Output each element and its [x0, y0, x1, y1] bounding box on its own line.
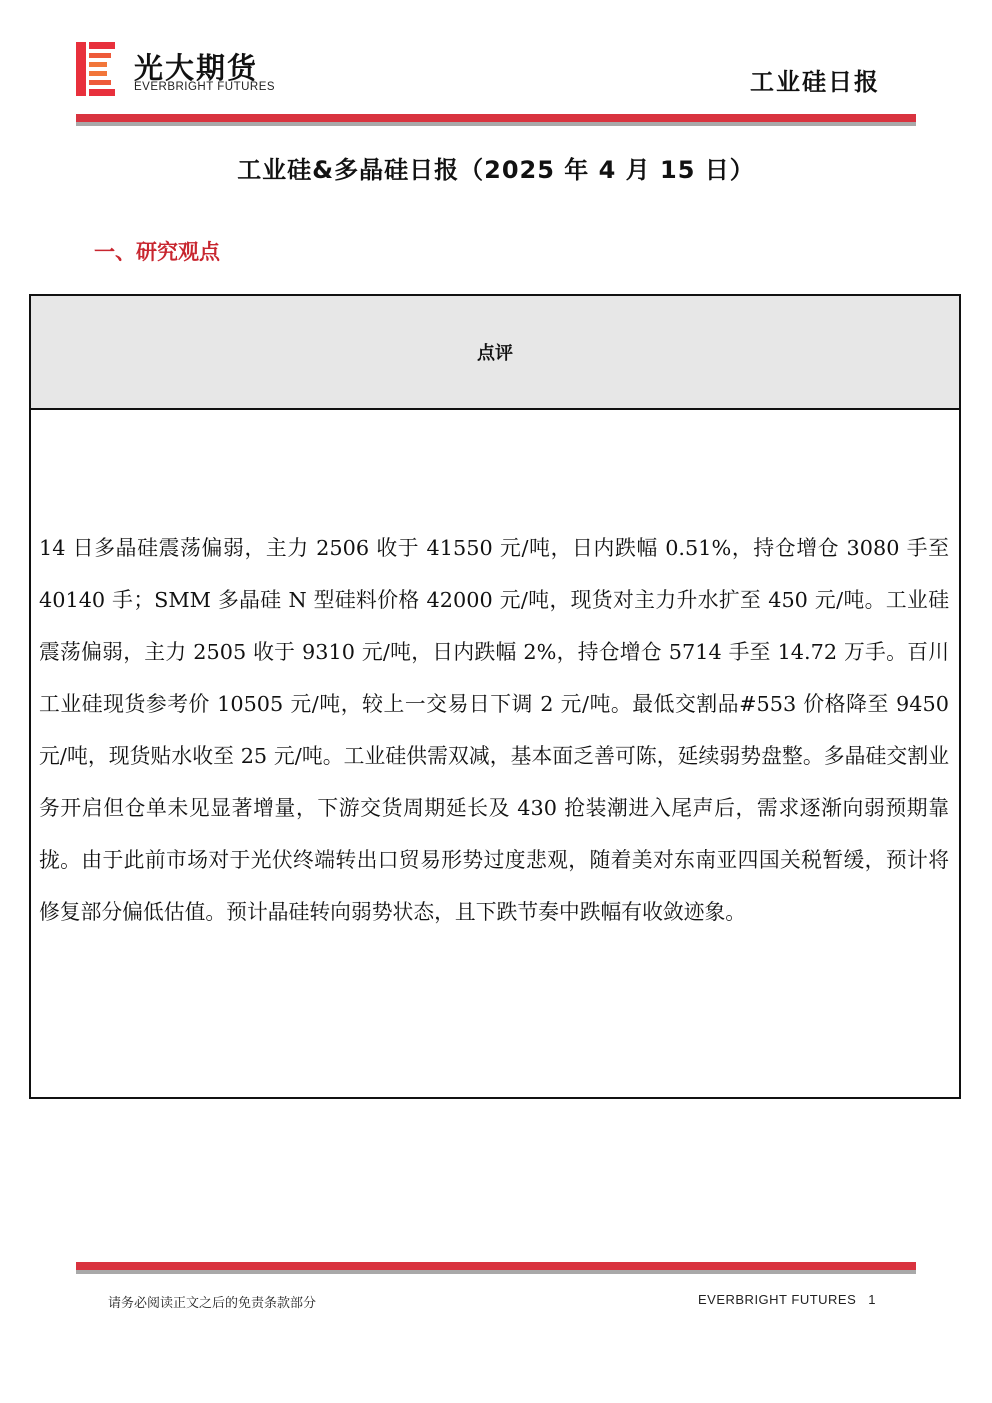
commentary-table — [29, 294, 961, 1099]
report-type: 工业硅日报 — [750, 68, 880, 96]
logo-chinese-name: 光大期货 — [134, 51, 259, 85]
logo-english-name: EVERBRIGHT FUTURES — [134, 81, 276, 93]
disclaimer-note: 请务必阅读正文之后的免责条款部分 — [108, 1296, 317, 1311]
footer-brand-name: EVERBRIGHT FUTURES — [697, 1292, 857, 1307]
footer-brand — [698, 1292, 876, 1307]
page-number: 1 — [868, 1292, 876, 1307]
section-heading: 一、研究观点 — [94, 240, 220, 264]
table-header: 点评 — [31, 296, 959, 410]
document-title: 工业硅&多晶硅日报（2025 年 4 月 15 日） — [237, 156, 755, 184]
everbright-logo-icon — [76, 42, 118, 96]
header-divider — [76, 114, 916, 126]
commentary-text: 14 日多晶硅震荡偏弱，主力 2506 收于 41550 元/吨，日内跌幅 0.51%，持仓增仓 3080 手至 40140 手；SMM 多晶硅 N 型硅料价格 42000 元/吨，现货对主力升水扩至 450 元/吨。工业硅震荡偏弱，主力 2505 收于 9310 元/吨，日内跌幅 2%，持仓增仓 5714 手至 14.72 万手。百川工业硅现货参考价 10505 元/吨，较上一交易日下调 2 元/吨。最低交割品#553 价格降至 9450 元/吨，现货贴水收至 25 元/吨。工业硅供需双减，基本面乏善可陈，延续弱势盘整。多晶硅交割业务开启但仓单未见显著增量，下游交货周期延长及 430 抢装潮进入尾声后，需求逐渐向弱预期靠拢。由于此前市场对于光伏终端转出口贸易形势过度悲观，随着美对东南亚四国关税暂缓，预计将修复部分偏低估值。预计晶硅转向弱势状态，且下跌节奏中跌幅有收敛迹象。 — [39, 536, 949, 924]
footer-divider — [76, 1262, 916, 1274]
brand-logo — [76, 42, 286, 98]
